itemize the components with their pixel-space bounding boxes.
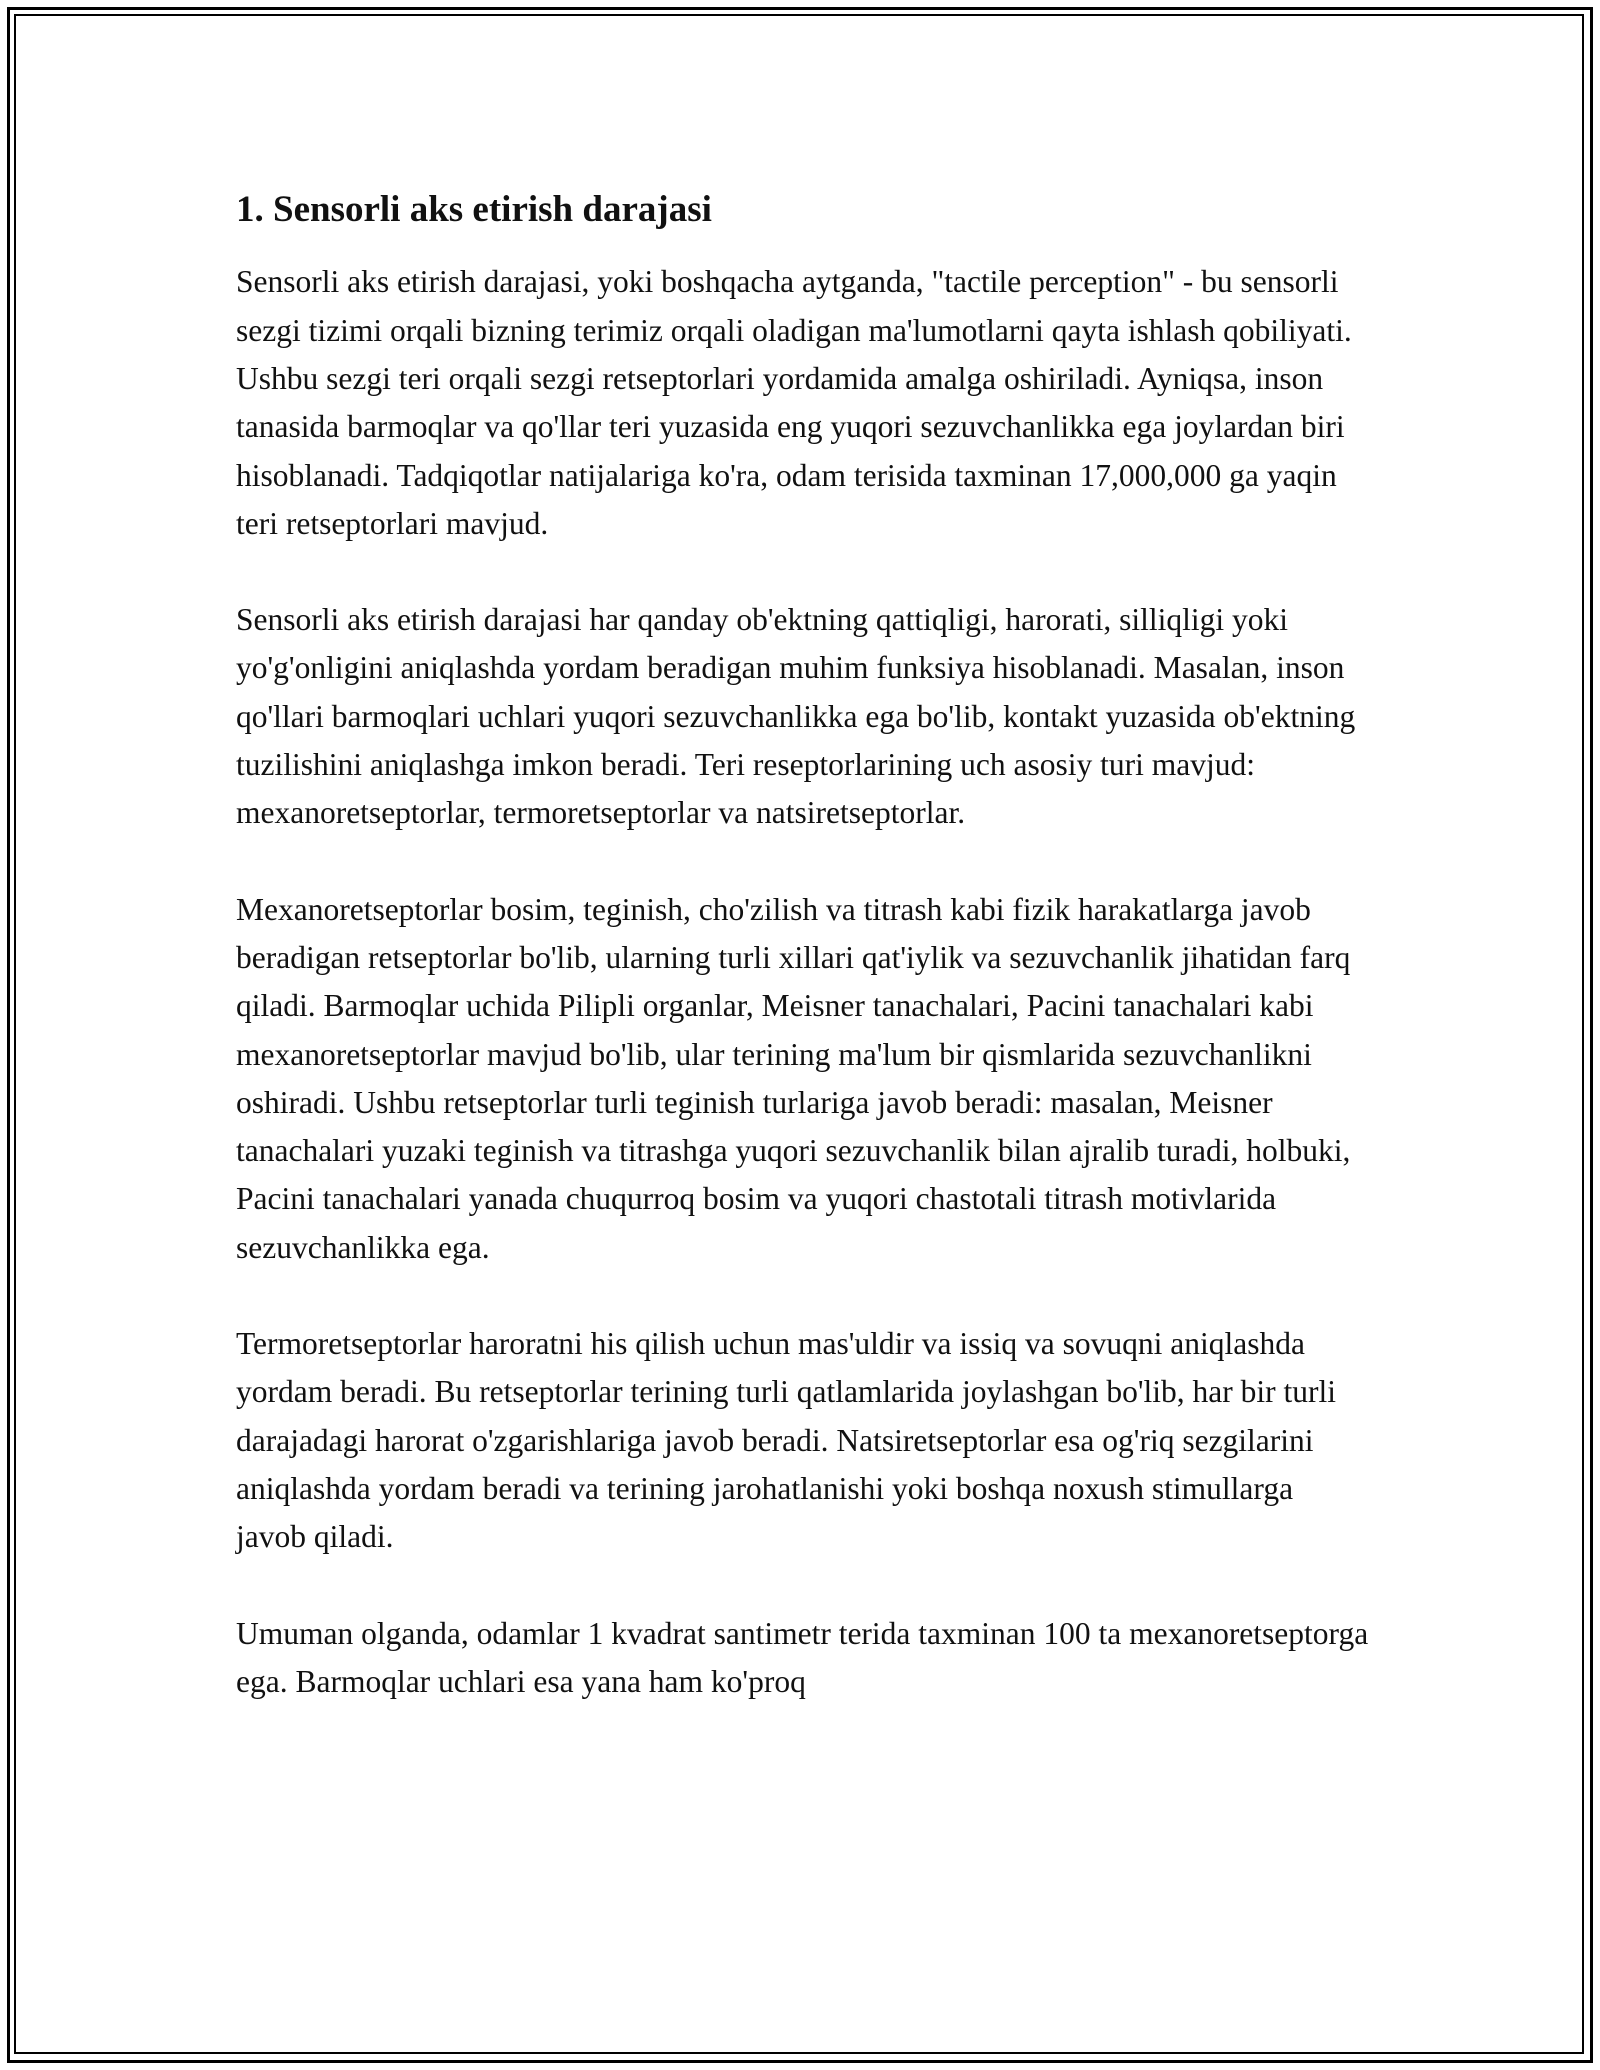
- paragraph-thermoreceptors: Termoretseptorlar haroratni his qilish uchun mas'uldir va issiq va sovuqni aniqlashda yordam beradi. Bu retseptorlar terining turli qatlamlarida joylashgan bo'lib, har bir turli darajadagi harorat o'zgarishlariga javob beradi. Natsiretseptorlar esa og'riq sezgilarini aniqlashda yordam beradi va terining jarohatlanishi yoki boshqa noxush stimullarga javob qiladi.: [236, 1326, 1336, 1555]
- document-body: [236, 188, 1370, 1754]
- paragraph-receptor-types: Sensorli aks etirish darajasi har qanday ob'ektning qattiqligi, harorati, silliqligi yoki yo'g'onligini aniqlashda yordam beradigan muhim funksiya hisoblanadi. Masalan, inson qo'llari barmoqlari uchlari yuqori sezuvchanlikka ega bo'lib, kontakt yuzasida ob'ektning tuzilishini aniqlashga imkon beradi. Teri reseptorlarining uch asosiy turi mavjud: mexanoretseptorlar, termoretseptorlar va natsiretseptorlar.: [236, 602, 1356, 831]
- paragraph-mechanoreceptors: Mexanoretseptorlar bosim, teginish, cho'zilish va titrash kabi fizik harakatlarga javob beradigan retseptorlar bo'lib, ularning turli xillari qat'iylik va sezuvchanlik jihatidan farq qiladi. Barmoqlar uchida Pilipli organlar, Meisner tanachalari, Pacini tanachalari kabi mexanoretseptorlar mavjud bo'lib, ular terining ma'lum bir qismlarida sezuvchanlikni oshiradi. Ushbu retseptorlar turli teginish turlariga javob beradi: masalan, Meisner tanachalari yuzaki teginish va titrashga yuqori sezuvchanlik bilan ajralib turadi, holbuki, Pacini tanachalari yanada chuqurroq bosim va yuqori chastotali titrash motivlarida sezuvchanlikka ega.: [236, 891, 1351, 1265]
- paragraph-tactile-perception: Sensorli aks etirish darajasi, yoki boshqacha aytganda, "tactile perception" - bu sensorli sezgi tizimi orqali bizning terimiz orqali oladigan ma'lumotlarni qayta ishlash qobiliyati. Ushbu sezgi teri orqali sezgi retseptorlari yordamida amalga oshiriladi. Ayniqsa, inson tanasida barmoqlar va qo'llar teri yuzasida eng yuqori sezuvchanlikka ega joylardan biri hisoblanadi. Tadqiqotlar natijalariga ko'ra, odam terisida taxminan 17,000,000 ga yaqin teri retseptorlari mavjud.: [236, 264, 1352, 541]
- section-heading: 1. Sensorli aks etirish darajasi: [236, 189, 712, 230]
- paragraph-summary: Umuman olganda, odamlar 1 kvadrat santimetr terida taxminan 100 ta mexanoretseptorga ega. Barmoqlar uchlari esa yana ham ko'proq: [236, 1615, 1369, 1699]
